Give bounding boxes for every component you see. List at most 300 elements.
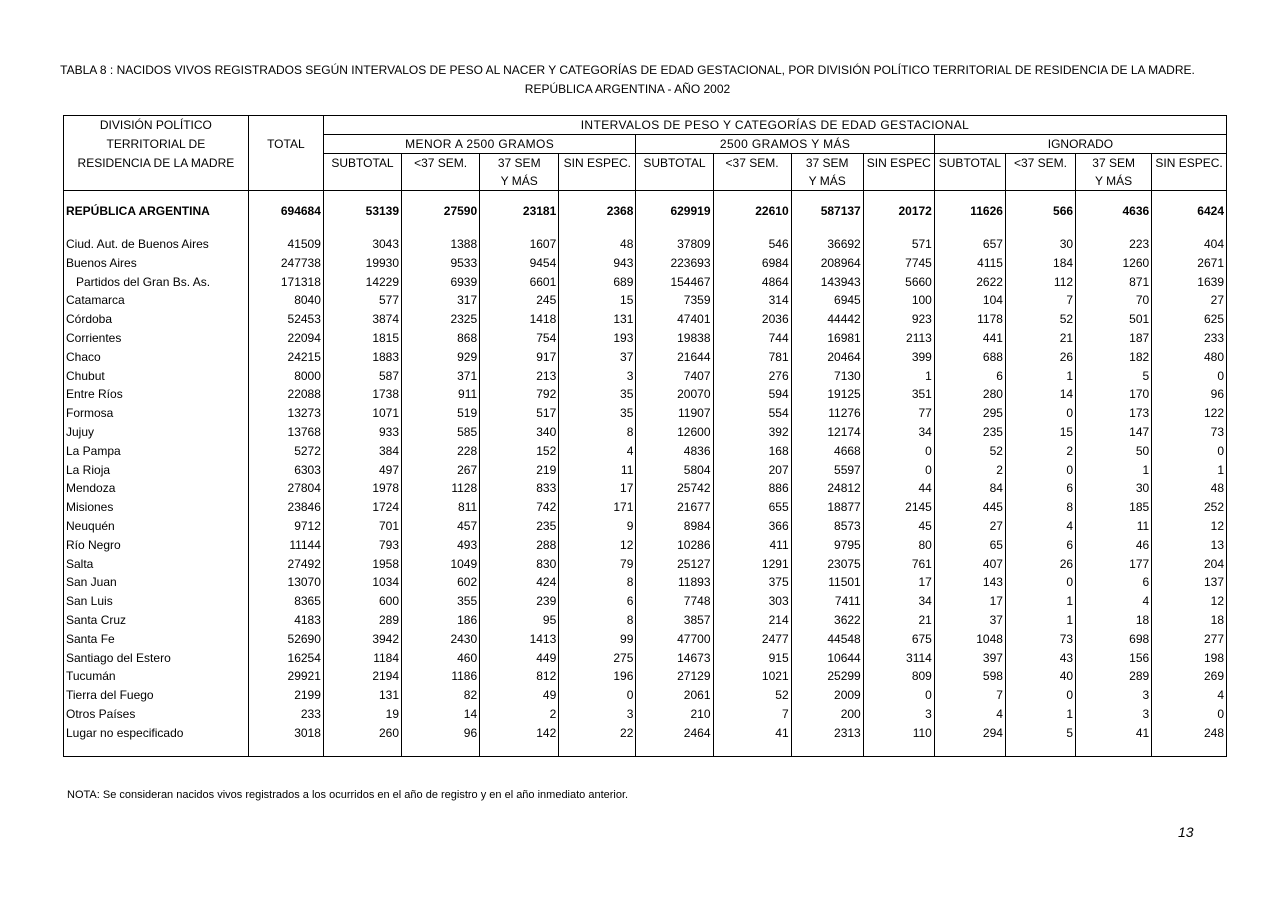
- table-row: [64, 667, 1226, 686]
- table-cell: 173: [1076, 404, 1152, 423]
- table-cell: 399: [863, 348, 934, 367]
- table-cell: 1: [1005, 611, 1075, 630]
- table-cell: 943: [559, 254, 636, 273]
- header-sin-espec: SIN ESPEC: [863, 154, 934, 173]
- table-cell: 65: [934, 536, 1005, 555]
- table-cell: 112: [1005, 273, 1075, 292]
- table-cell: 11: [1076, 517, 1152, 536]
- table-cell: 7745: [863, 254, 934, 273]
- table-cell: 5272: [248, 442, 323, 461]
- table-cell: 96: [1152, 385, 1226, 404]
- table-row: [64, 705, 1226, 724]
- header-intervals: INTERVALOS DE PESO Y CATEGORÍAS DE EDAD GESTACIONAL: [323, 116, 1226, 135]
- table-row: [64, 517, 1226, 536]
- table-cell: 8: [1005, 498, 1075, 517]
- table-cell: 3874: [323, 310, 401, 329]
- table-cell: 3043: [323, 235, 401, 254]
- table-cell: 811: [402, 498, 480, 517]
- table-cell: 9454: [480, 254, 559, 273]
- table-cell: 1071: [323, 404, 401, 423]
- row-label: Buenos Aires: [66, 255, 137, 270]
- table-cell: 52690: [248, 630, 323, 649]
- table-cell: 110: [863, 724, 934, 743]
- table-cell: 0: [863, 442, 934, 461]
- table-cell: 2430: [402, 630, 480, 649]
- row-label: San Luis: [66, 594, 113, 609]
- table-cell: 25299: [791, 667, 863, 686]
- row-label: Lugar no especificado: [66, 725, 184, 740]
- table-cell: 0: [1152, 705, 1226, 724]
- table-cell: 12174: [791, 423, 863, 442]
- table-cell: 701: [323, 517, 401, 536]
- table-row: [64, 442, 1226, 461]
- table-cell: 17: [863, 573, 934, 592]
- table-cell: 657: [934, 235, 1005, 254]
- table-cell: 314: [713, 291, 791, 310]
- table-cell: 404: [1152, 235, 1226, 254]
- table-cell: 1388: [402, 235, 480, 254]
- table-cell: 37: [934, 611, 1005, 630]
- table-cell: 11893: [636, 573, 713, 592]
- table-cell: 501: [1076, 310, 1152, 329]
- table-cell: 47700: [636, 630, 713, 649]
- header-division-2: TERRITORIAL DE: [106, 137, 206, 151]
- table-cell: 34: [863, 423, 934, 442]
- table-cell: 546: [713, 235, 791, 254]
- table-cell: 193: [559, 329, 636, 348]
- table-cell: 204: [1152, 555, 1226, 574]
- table-cell: 21: [863, 611, 934, 630]
- table-cell: 411: [713, 536, 791, 555]
- row-label: Chubut: [66, 368, 105, 383]
- table-cell: 213: [480, 367, 559, 386]
- table-cell: 36692: [791, 235, 863, 254]
- table-cell: 196: [559, 667, 636, 686]
- table-cell: 366: [713, 517, 791, 536]
- row-label: Neuquén: [66, 518, 115, 533]
- table-cell: 131: [323, 686, 401, 705]
- row-label: Partidos del Gran Bs. As.: [76, 274, 211, 289]
- table-cell: 18: [1152, 611, 1226, 630]
- table-cell: 154467: [636, 273, 713, 292]
- table-cell: 2: [480, 705, 559, 724]
- table-cell: 96: [402, 724, 480, 743]
- table-cell: 625: [1152, 310, 1226, 329]
- header-division-1: DIVISIÓN POLÍTICO: [99, 118, 212, 133]
- table-cell: 207: [713, 461, 791, 480]
- table-cell: 275: [559, 649, 636, 668]
- table-cell: 235: [934, 423, 1005, 442]
- table-cell: 248: [1152, 724, 1226, 743]
- table-cell: 1048: [934, 630, 1005, 649]
- table-cell: 585: [402, 423, 480, 442]
- table-cell: 1260: [1076, 254, 1152, 273]
- table-cell: 219: [480, 461, 559, 480]
- table-cell: 7130: [791, 367, 863, 386]
- table-row: [64, 686, 1226, 705]
- row-label: Tucumán: [66, 669, 116, 684]
- table-cell: 20172: [863, 199, 934, 223]
- table-cell: 1418: [480, 310, 559, 329]
- table-header: [64, 116, 1226, 191]
- table-cell: 48: [1152, 479, 1226, 498]
- table-cell: 445: [934, 498, 1005, 517]
- table-row: [64, 310, 1226, 329]
- table-row: [64, 724, 1226, 743]
- table-cell: 34: [863, 592, 934, 611]
- row-label: Santa Fe: [66, 631, 115, 646]
- table-cell: 152: [480, 442, 559, 461]
- table-cell: 577: [323, 291, 401, 310]
- row-label: Tierra del Fuego: [66, 688, 154, 703]
- table-cell: 1978: [323, 479, 401, 498]
- table-row: [64, 461, 1226, 480]
- table-row: [64, 630, 1226, 649]
- table-cell: 22094: [248, 329, 323, 348]
- data-table: [64, 116, 1226, 756]
- footnote: NOTA: Se consideran nacidos vivos registrados a los ocurridos en el año de registro y en el año inmediato anterior.: [67, 789, 629, 801]
- table-cell: 688: [934, 348, 1005, 367]
- table-cell: 44442: [791, 310, 863, 329]
- table-cell: 52: [934, 442, 1005, 461]
- table-cell: 95: [480, 611, 559, 630]
- table-cell: 0: [559, 686, 636, 705]
- row-label: San Juan: [66, 575, 117, 590]
- table-cell: 1883: [323, 348, 401, 367]
- table-cell: 10286: [636, 536, 713, 555]
- table-cell: 170: [1076, 385, 1152, 404]
- table-cell: 233: [248, 705, 323, 724]
- table-cell: 186: [402, 611, 480, 630]
- table-cell: 761: [863, 555, 934, 574]
- table-cell: 19: [323, 705, 401, 724]
- table-cell: 269: [1152, 667, 1226, 686]
- table-cell: 655: [713, 498, 791, 517]
- table-cell: 294: [934, 724, 1005, 743]
- row-label: Jujuy: [66, 424, 95, 439]
- table-cell: 30: [1005, 235, 1075, 254]
- table-cell: 424: [480, 573, 559, 592]
- table-cell: 12: [559, 536, 636, 555]
- table-cell: 27804: [248, 479, 323, 498]
- table-cell: 6: [1076, 573, 1152, 592]
- table-cell: 6424: [1152, 199, 1226, 223]
- table-cell: 73: [1152, 423, 1226, 442]
- header-y-mas: Y MÁS: [791, 172, 863, 191]
- table-cell: 6: [1005, 479, 1075, 498]
- table-cell: 52: [713, 686, 791, 705]
- table-cell: 143: [934, 573, 1005, 592]
- header-group-menor: MENOR A 2500 GRAMOS: [323, 135, 635, 154]
- row-label: Chaco: [66, 349, 101, 364]
- table-cell: 4183: [248, 611, 323, 630]
- table-cell: 7: [934, 686, 1005, 705]
- table-cell: 7748: [636, 592, 713, 611]
- header-lt37: <37 SEM.: [402, 154, 480, 173]
- table-cell: 457: [402, 517, 480, 536]
- table-cell: 594: [713, 385, 791, 404]
- page-number: 13: [1178, 824, 1194, 840]
- table-cell: 493: [402, 536, 480, 555]
- table-cell: 3: [863, 705, 934, 724]
- table-cell: 9712: [248, 517, 323, 536]
- table-row: [64, 329, 1226, 348]
- table-cell: 16254: [248, 649, 323, 668]
- table-cell: 4: [1076, 592, 1152, 611]
- table-cell: 911: [402, 385, 480, 404]
- table-cell: 694684: [248, 199, 323, 223]
- table-cell: 384: [323, 442, 401, 461]
- table-cell: 9795: [791, 536, 863, 555]
- row-label: Salta: [66, 556, 94, 571]
- table-cell: 15: [559, 291, 636, 310]
- header-group-mayor: 2500 GRAMOS Y MÁS: [636, 135, 934, 154]
- table-cell: 17: [559, 479, 636, 498]
- table-cell: 1: [1152, 461, 1226, 480]
- header-y-mas: Y MÁS: [1076, 172, 1152, 191]
- table-cell: 1958: [323, 555, 401, 574]
- table-cell: 15: [1005, 423, 1075, 442]
- table-cell: 49: [480, 686, 559, 705]
- table-cell: 4: [934, 705, 1005, 724]
- table-cell: 792: [480, 385, 559, 404]
- table-cell: 99: [559, 630, 636, 649]
- table-cell: 886: [713, 479, 791, 498]
- table-cell: 13768: [248, 423, 323, 442]
- table-cell: 252: [1152, 498, 1226, 517]
- table-row: [64, 291, 1226, 310]
- table-cell: 26: [1005, 555, 1075, 574]
- table-cell: 698: [1076, 630, 1152, 649]
- table-cell: 812: [480, 667, 559, 686]
- table-cell: 6: [1005, 536, 1075, 555]
- table-cell: 7: [713, 705, 791, 724]
- table-cell: 3: [1076, 705, 1152, 724]
- table-cell: 53139: [323, 199, 401, 223]
- table-cell: 8365: [248, 592, 323, 611]
- table-cell: 2313: [791, 724, 863, 743]
- table-row: [64, 573, 1226, 592]
- table-cell: 554: [713, 404, 791, 423]
- table-cell: 156: [1076, 649, 1152, 668]
- table-cell: 168: [713, 442, 791, 461]
- table-cell: 37: [559, 348, 636, 367]
- table-cell: 142: [480, 724, 559, 743]
- table-cell: 47401: [636, 310, 713, 329]
- table-row: [64, 555, 1226, 574]
- table-cell: 2145: [863, 498, 934, 517]
- table-cell: 20464: [791, 348, 863, 367]
- table-cell: 289: [323, 611, 401, 630]
- table-cell: 742: [480, 498, 559, 517]
- table-cell: 6984: [713, 254, 791, 273]
- table-cell: 52453: [248, 310, 323, 329]
- table-cell: 6601: [480, 273, 559, 292]
- table-cell: 19838: [636, 329, 713, 348]
- table-cell: 43: [1005, 649, 1075, 668]
- table-cell: 45: [863, 517, 934, 536]
- table-cell: 317: [402, 291, 480, 310]
- table-cell: 1: [1005, 592, 1075, 611]
- row-label: REPÚBLICA ARGENTINA: [66, 204, 210, 218]
- table-cell: 8984: [636, 517, 713, 536]
- table-cell: 441: [934, 329, 1005, 348]
- row-label: Otros Países: [66, 706, 136, 721]
- table-cell: 210: [636, 705, 713, 724]
- table-cell: 5597: [791, 461, 863, 480]
- table-cell: 27: [1152, 291, 1226, 310]
- table-cell: 200: [791, 705, 863, 724]
- table-cell: 27129: [636, 667, 713, 686]
- table-cell: 16981: [791, 329, 863, 348]
- table-cell: 830: [480, 555, 559, 574]
- table-row: [64, 348, 1226, 367]
- table-cell: 519: [402, 404, 480, 423]
- table-cell: 571: [863, 235, 934, 254]
- table-cell: 1291: [713, 555, 791, 574]
- table-cell: 23181: [480, 199, 559, 223]
- table-cell: 871: [1076, 273, 1152, 292]
- table-row: [64, 498, 1226, 517]
- table-cell: 11626: [934, 199, 1005, 223]
- table-row: [64, 592, 1226, 611]
- table-cell: 7: [1005, 291, 1075, 310]
- table-cell: 177: [1076, 555, 1152, 574]
- table-cell: 147: [1076, 423, 1152, 442]
- table-cell: 24812: [791, 479, 863, 498]
- table-cell: 276: [713, 367, 791, 386]
- table-cell: 11501: [791, 573, 863, 592]
- table-cell: 13273: [248, 404, 323, 423]
- table-cell: 26: [1005, 348, 1075, 367]
- table-cell: 29921: [248, 667, 323, 686]
- table-cell: 171318: [248, 273, 323, 292]
- table-cell: 371: [402, 367, 480, 386]
- table-cell: 22610: [713, 199, 791, 223]
- table-cell: 122: [1152, 404, 1226, 423]
- table-cell: 460: [402, 649, 480, 668]
- table-body: [64, 191, 1226, 756]
- table-cell: 21644: [636, 348, 713, 367]
- table-cell: 35: [559, 404, 636, 423]
- row-label: Misiones: [66, 500, 114, 515]
- table-cell: 13070: [248, 573, 323, 592]
- table-cell: 24215: [248, 348, 323, 367]
- table-cell: 19125: [791, 385, 863, 404]
- table-cell: 247738: [248, 254, 323, 273]
- table-cell: 0: [1005, 461, 1075, 480]
- table-cell: 8573: [791, 517, 863, 536]
- table-cell: 41: [713, 724, 791, 743]
- table-cell: 915: [713, 649, 791, 668]
- table-cell: 27: [934, 517, 1005, 536]
- table-cell: 289: [1076, 667, 1152, 686]
- table-cell: 793: [323, 536, 401, 555]
- table-cell: 397: [934, 649, 1005, 668]
- header-group-ignorado: IGNORADO: [934, 135, 1226, 154]
- table-row: [64, 479, 1226, 498]
- table-cell: 7407: [636, 367, 713, 386]
- table-cell: 2622: [934, 273, 1005, 292]
- table-cell: 5: [1005, 724, 1075, 743]
- table-cell: 0: [1152, 367, 1226, 386]
- table-cell: 340: [480, 423, 559, 442]
- table-cell: 8000: [248, 367, 323, 386]
- table-cell: 7411: [791, 592, 863, 611]
- table-cell: 2: [1005, 442, 1075, 461]
- table-cell: 14229: [323, 273, 401, 292]
- table-cell: 2368: [559, 199, 636, 223]
- table-cell: 37809: [636, 235, 713, 254]
- table-cell: 1184: [323, 649, 401, 668]
- table-cell: 131: [559, 310, 636, 329]
- table-cell: 809: [863, 667, 934, 686]
- table-cell: 1128: [402, 479, 480, 498]
- table-cell: 8040: [248, 291, 323, 310]
- table-cell: 41: [1076, 724, 1152, 743]
- header-division-3: RESIDENCIA DE LA MADRE: [77, 155, 235, 170]
- table-cell: 11907: [636, 404, 713, 423]
- table-cell: 233: [1152, 329, 1226, 348]
- table-cell: 351: [863, 385, 934, 404]
- table-cell: 0: [1005, 686, 1075, 705]
- table-cell: 1724: [323, 498, 401, 517]
- header-subtotal: SUBTOTAL: [636, 154, 713, 173]
- table-cell: 392: [713, 423, 791, 442]
- table-cell: 1738: [323, 385, 401, 404]
- table-cell: 497: [323, 461, 401, 480]
- table-cell: 781: [713, 348, 791, 367]
- table-cell: 1639: [1152, 273, 1226, 292]
- table-cell: 3: [559, 705, 636, 724]
- row-label: Mendoza: [66, 481, 116, 496]
- table-cell: 12: [1152, 592, 1226, 611]
- table-cell: 2036: [713, 310, 791, 329]
- table-row: [64, 367, 1226, 386]
- table-cell: 223: [1076, 235, 1152, 254]
- header-37sem: 37 SEM: [480, 154, 559, 173]
- table-cell: 19930: [323, 254, 401, 273]
- table-cell: 4115: [934, 254, 1005, 273]
- table-cell: 5660: [863, 273, 934, 292]
- table-cell: 12: [1152, 517, 1226, 536]
- table-subtitle: REPÚBLICA ARGENTINA - AÑO 2002: [524, 82, 731, 96]
- table-cell: 187: [1076, 329, 1152, 348]
- row-label: La Pampa: [66, 443, 121, 458]
- table-cell: 1: [863, 367, 934, 386]
- table-cell: 11: [559, 461, 636, 480]
- table-cell: 587137: [791, 199, 863, 223]
- table-cell: 5: [1076, 367, 1152, 386]
- table-cell: 245: [480, 291, 559, 310]
- table-cell: 8: [559, 611, 636, 630]
- table-row: [64, 649, 1226, 668]
- table-cell: 3622: [791, 611, 863, 630]
- table-cell: 104: [934, 291, 1005, 310]
- table-cell: 80: [863, 536, 934, 555]
- table-cell: 18: [1076, 611, 1152, 630]
- table-cell: 223693: [636, 254, 713, 273]
- table-cell: 44: [863, 479, 934, 498]
- table-cell: 1186: [402, 667, 480, 686]
- header-subtotal: SUBTOTAL: [323, 154, 401, 173]
- table-cell: 6303: [248, 461, 323, 480]
- header-lt37: <37 SEM.: [713, 154, 791, 173]
- table-cell: 11276: [791, 404, 863, 423]
- table-cell: 407: [934, 555, 1005, 574]
- table-cell: 9: [559, 517, 636, 536]
- table-cell: 917: [480, 348, 559, 367]
